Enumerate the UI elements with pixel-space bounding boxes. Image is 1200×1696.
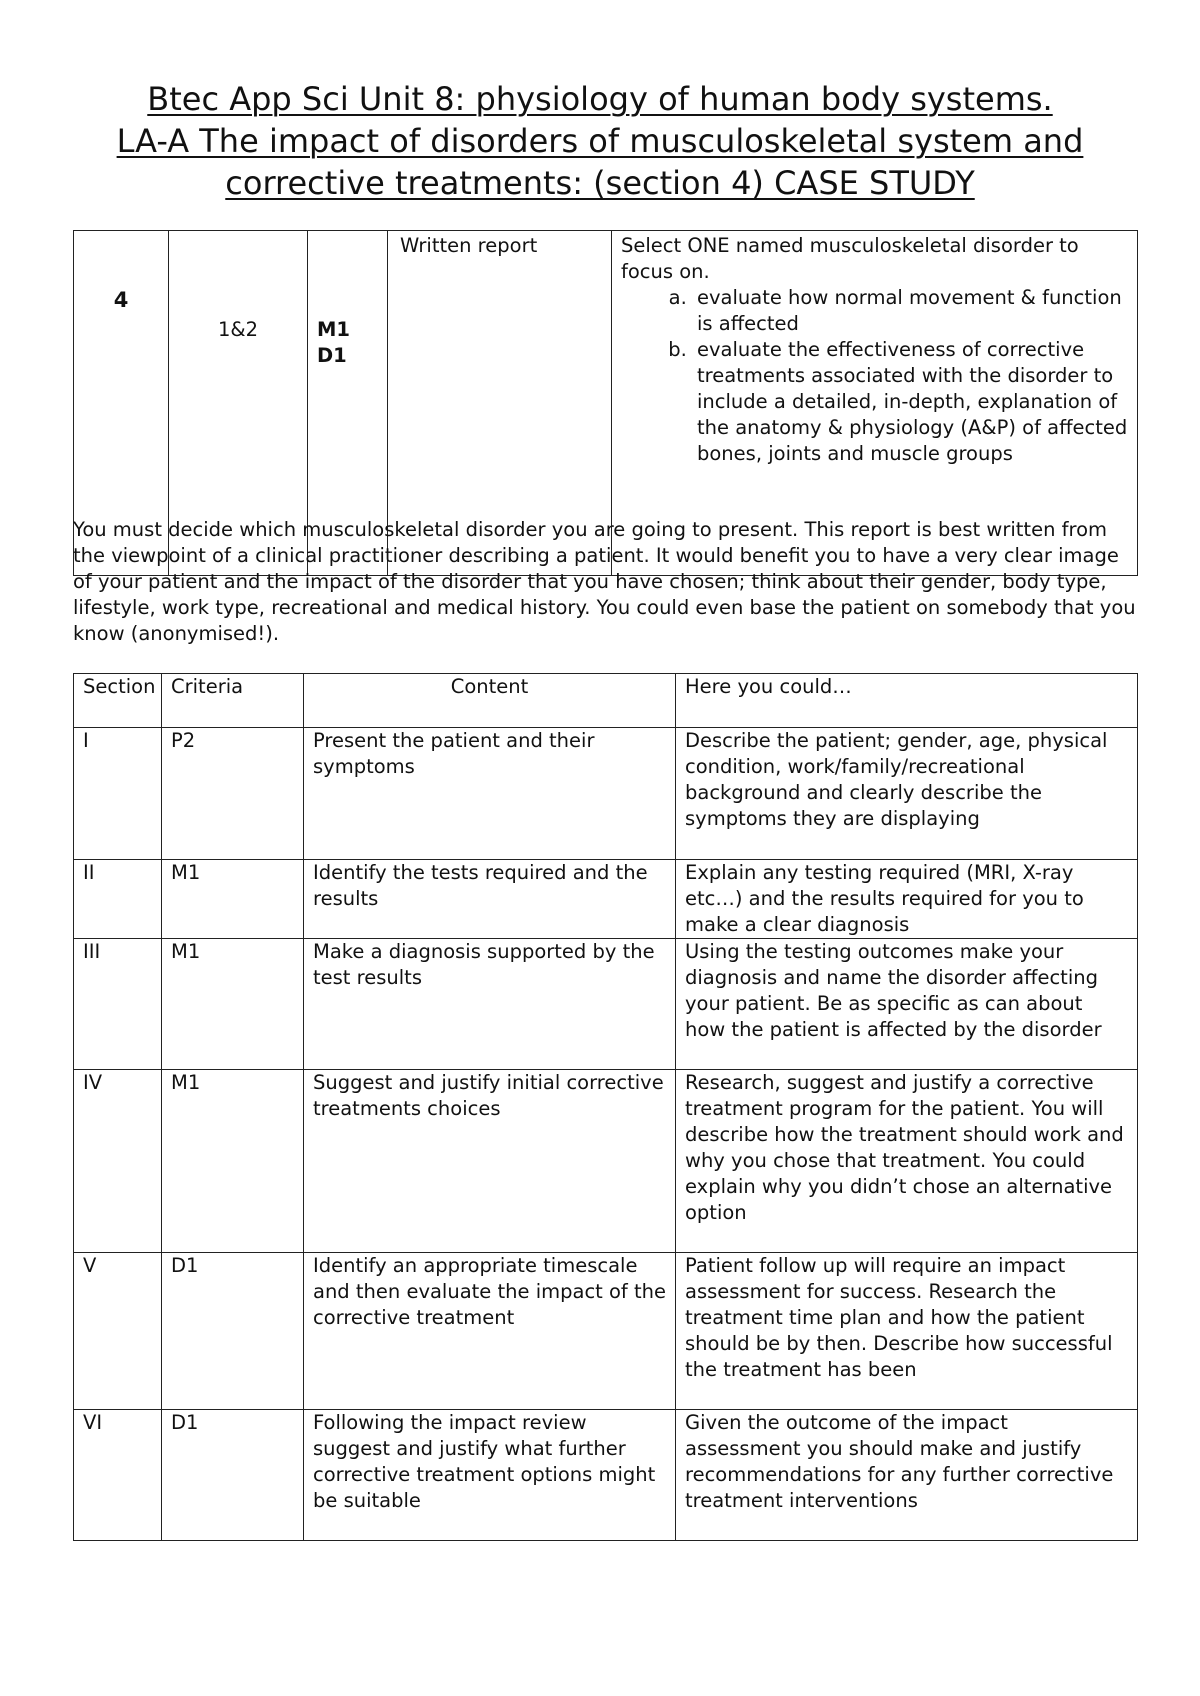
row-content: Present the patient and their symptoms	[304, 728, 676, 860]
row-guidance: Given the outcome of the impact assessment you should make and justify recommendations for any further corrective treatment interventions	[676, 1410, 1138, 1541]
table-row	[74, 1253, 1138, 1410]
row-section: III	[74, 939, 162, 1070]
row-content: Suggest and justify initial corrective treatments choices	[304, 1070, 676, 1253]
document-title	[60, 78, 1140, 204]
row-criteria: M1	[162, 1070, 304, 1253]
row-content: Identify the tests required and the results	[304, 860, 676, 939]
row-criteria: P2	[162, 728, 304, 860]
table-row	[74, 1070, 1138, 1253]
row-guidance: Research, suggest and justify a corrective treatment program for the patient. You will describe how the treatment should work and why you chose that treatment. You could explain why you didn’t chose an alternative option	[676, 1070, 1138, 1253]
assignment-evidence-cell: Written report	[388, 231, 612, 576]
title-line-3: corrective treatments: (section 4) CASE STUDY	[225, 164, 975, 202]
intro-paragraph: You must decide which musculoskeletal disorder you are going to present. This report is best written from the viewpoint of a clinical practitioner describing a patient. It would benefit you to have a very clear image of your patient and the impact of the disorder that you have chosen; think about their gender, body type, lifestyle, work type, recreational and medical history. You could even base the patient on somebody that you know (anonymised!).	[73, 518, 1136, 645]
header-content: Content	[304, 674, 676, 728]
assignment-section-cell: 4	[74, 231, 169, 576]
row-content: Following the impact review suggest and justify what further corrective treatment options might be suitable	[304, 1410, 676, 1541]
table-row	[74, 860, 1138, 939]
table-row	[74, 1410, 1138, 1541]
task-item: a. evaluate how normal movement & function is affected	[693, 285, 1128, 337]
row-criteria: M1	[162, 939, 304, 1070]
row-section: V	[74, 1253, 162, 1410]
row-guidance: Describe the patient; gender, age, physical condition, work/family/recreational background and clearly describe the symptoms they are displaying	[676, 728, 1138, 860]
row-section: II	[74, 860, 162, 939]
assignment-pass-cell: 1&2	[169, 231, 308, 576]
row-guidance: Explain any testing required (MRI, X-ray etc…) and the results required for you to make a clear diagnosis	[676, 860, 1138, 939]
merit-criteria: M1	[317, 318, 350, 341]
row-criteria: M1	[162, 860, 304, 939]
header-section: Section	[74, 674, 162, 728]
row-section: I	[74, 728, 162, 860]
task-item: b. evaluate the effectiveness of corrective treatments associated with the disorder to include a detailed, in-depth, explanation of the anatomy & physiology (A&P) of affected bones, joints and muscle groups	[693, 337, 1128, 467]
title-line-2: LA-A The impact of disorders of musculoskeletal system and	[116, 122, 1084, 160]
table-row	[74, 939, 1138, 1070]
header-criteria: Criteria	[162, 674, 304, 728]
title-line-1: Btec App Sci Unit 8: physiology of human body systems.	[147, 80, 1053, 118]
row-section: VI	[74, 1410, 162, 1541]
row-criteria: D1	[162, 1410, 304, 1541]
row-criteria: D1	[162, 1253, 304, 1410]
table-header-row	[74, 674, 1138, 728]
sections-table	[73, 673, 1138, 1541]
row-guidance: Using the testing outcomes make your diagnosis and name the disorder affecting your patient. Be as specific as can about how the patient is affected by the disorder	[676, 939, 1138, 1070]
task-intro: Select ONE named musculoskeletal disorder to focus on.	[621, 234, 1079, 283]
row-section: IV	[74, 1070, 162, 1253]
table-row	[74, 728, 1138, 860]
row-guidance: Patient follow up will require an impact assessment for success. Research the treatment time plan and how the patient should be by then. Describe how successful the treatment has been	[676, 1253, 1138, 1410]
task-list	[621, 285, 1128, 467]
distinction-criteria: D1	[317, 344, 347, 367]
row-content: Identify an appropriate timescale and then evaluate the impact of the corrective treatment	[304, 1253, 676, 1410]
header-guidance: Here you could…	[676, 674, 1138, 728]
row-content: Make a diagnosis supported by the test results	[304, 939, 676, 1070]
